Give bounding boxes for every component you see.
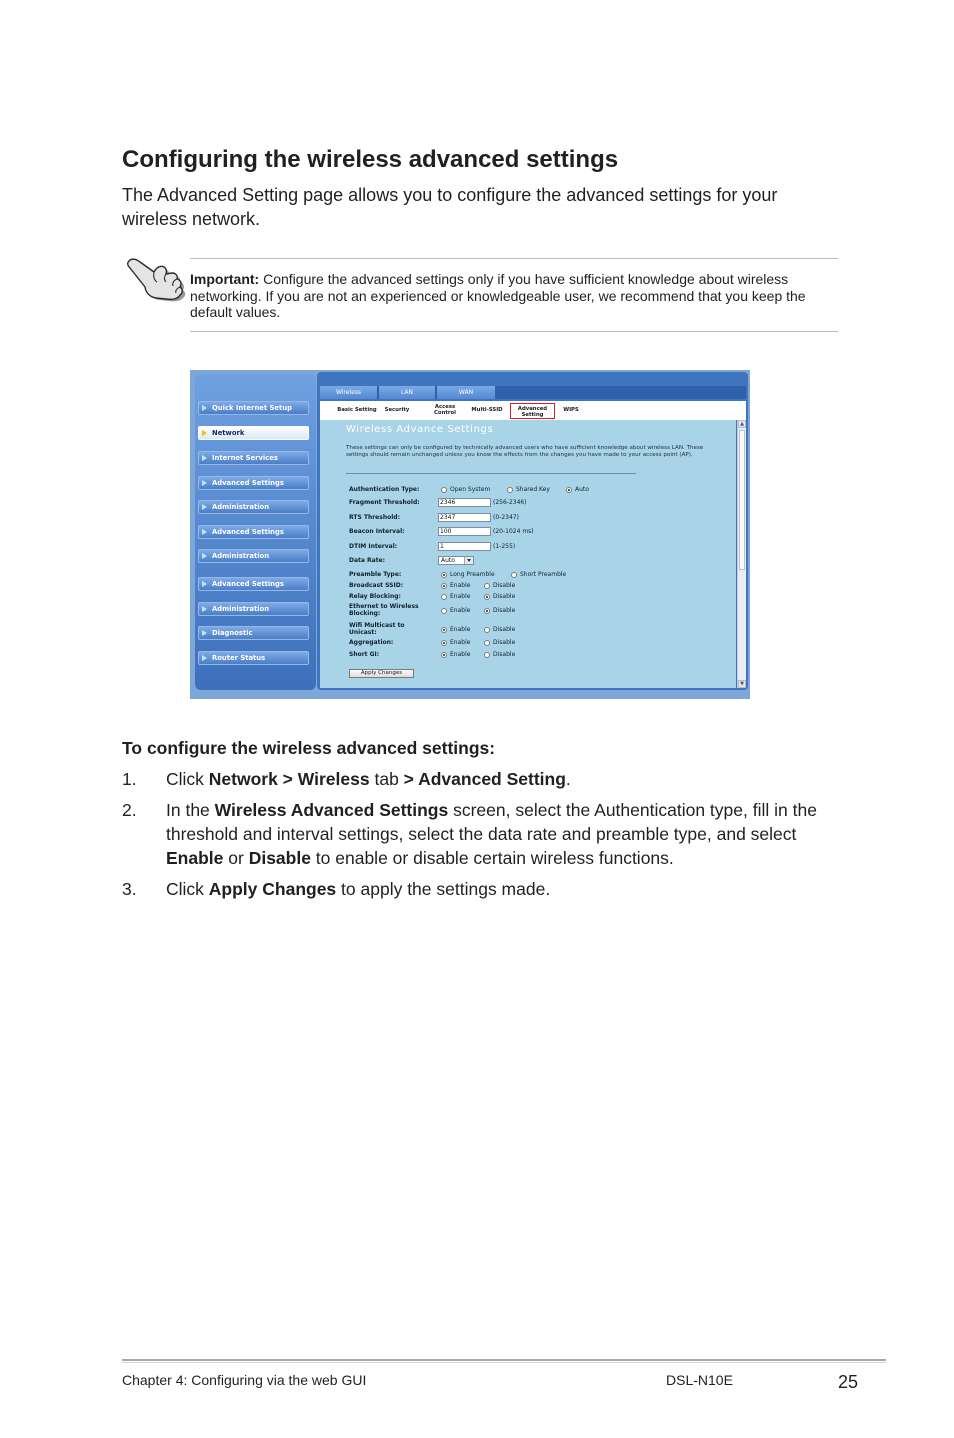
note-label: Important: [190,271,260,287]
fragment-threshold-row [320,499,736,507]
data-rate-select[interactable] [438,556,474,565]
short-gi-row [320,651,736,659]
sidebar-item-router-status[interactable] [198,651,309,665]
arrow-right-icon [202,655,207,661]
option-label: Enable [450,626,471,633]
radio-button[interactable] [441,487,447,493]
sidebar-menu [195,374,316,690]
page-number: 25 [838,1372,859,1392]
tab-wan[interactable]: WAN [437,386,495,399]
chevron-down-icon[interactable] [464,557,473,564]
field-label: RTS Threshold: [349,514,400,521]
step-text-part: or [223,848,249,868]
important-note [190,271,842,321]
option-label: Short Preamble [520,571,567,578]
step-text [166,798,842,870]
field-label: Relay Blocking: [349,593,401,600]
data-rate-row [320,557,736,565]
field-label: Data Rate: [349,557,386,564]
step-text-part: Click [166,769,209,789]
wifi-multicast-to-unicast-row [320,622,736,636]
option-label: Shared Key [516,486,550,493]
step-text-emphasis: Wireless Advanced Settings [214,800,449,820]
settings-content-area [320,420,736,688]
apply-changes-button[interactable]: Apply Changes [349,669,414,678]
select-value: Auto [441,557,455,564]
step-text [166,877,842,901]
radio-enable[interactable] [441,651,470,659]
radio-disable[interactable] [484,582,515,590]
note-bottom-divider [190,331,838,332]
radio-button[interactable] [511,572,517,578]
sidebar-item-label: Diagnostic [212,629,253,637]
scroll-up-icon[interactable]: ▲ [738,420,746,428]
page-heading: Configuring the wireless advanced settings [122,146,619,173]
arrow-right-icon [202,455,207,461]
arrow-right-icon [202,430,207,436]
radio-button[interactable] [484,640,490,646]
sidebar-item-administration[interactable] [198,602,309,616]
sidebar-item-label: Advanced Settings [212,528,284,536]
option-label: Enable [450,582,471,589]
option-label: Disable [493,626,516,633]
step-text-part: In the [166,800,215,820]
option-label: Disable [493,651,516,658]
radio-long-preamble[interactable] [441,571,495,579]
field-label: Preamble Type: [349,571,402,578]
step-text-part: . [565,769,571,789]
sidebar-item-advanced-settings[interactable] [198,577,309,591]
field-label: Fragment Threshold: [349,499,420,506]
radio-disable[interactable] [484,607,515,615]
rts-threshold-row [320,514,736,522]
radio-short-preamble[interactable] [511,571,566,579]
option-label: Disable [493,607,516,614]
subtab-wips[interactable]: WIPS [563,407,579,413]
broadcast-ssid-row [320,582,736,590]
tab-lan[interactable]: LAN [379,386,435,399]
tab-wireless[interactable]: Wireless [320,386,377,399]
step-text-part: tab [369,769,404,789]
range-hint: (0-2347) [493,514,519,521]
step-text-part: Click [166,879,209,899]
option-label: Enable [450,651,471,658]
radio-disable[interactable] [484,651,515,659]
subtab-security[interactable]: Security [384,407,410,413]
radio-button[interactable] [441,594,447,600]
radio-auto[interactable] [566,486,589,494]
router-web-gui-screenshot [190,370,750,699]
radio-button[interactable] [507,487,513,493]
option-label: Open System [450,486,491,493]
sidebar-item-label: Administration [212,552,270,560]
settings-title: Wireless Advance Settings [346,424,494,435]
sidebar-item-label: Internet Services [212,454,278,462]
arrow-right-icon [202,480,207,486]
radio-enable[interactable] [441,639,470,647]
subtab-bar [320,401,746,420]
radio-button[interactable] [566,487,572,493]
option-label: Enable [450,607,471,614]
radio-open-system[interactable] [441,486,490,494]
step-number: 1. [122,769,137,789]
range-hint: (1-255) [493,543,516,550]
footer-chapter: Chapter 4: Configuring via the web GUI [122,1372,367,1388]
radio-disable[interactable] [484,593,515,601]
scroll-thumb[interactable] [739,430,745,570]
preamble-type-row [320,571,736,579]
radio-disable[interactable] [484,639,515,647]
radio-button[interactable] [441,583,447,589]
sidebar-item-administration[interactable] [198,500,309,514]
sidebar-item-label: Quick Internet Setup [212,404,292,412]
sidebar-item-internet-services[interactable] [198,451,309,465]
step-number: 2. [122,800,137,820]
note-top-divider [190,258,838,259]
radio-button[interactable] [484,583,490,589]
range-hint: (256-2346) [493,499,527,506]
arrow-right-icon [202,581,207,587]
step-text-part: to enable or disable certain wireless functions. [310,848,674,868]
field-label: Ethernet to Wireless Blocking: [349,603,419,617]
step-text [166,767,842,791]
subtab-basic-setting[interactable]: Basic Setting [337,407,377,413]
radio-button[interactable] [441,572,447,578]
step-text-emphasis: > Advanced Setting [403,769,566,789]
beacon-interval-input[interactable] [438,527,491,536]
arrow-right-icon [202,529,207,535]
option-label: Disable [493,582,516,589]
arrow-right-icon [202,504,207,510]
radio-enable[interactable] [441,626,470,634]
field-label: Aggregation: [349,639,394,646]
option-label: Disable [493,639,516,646]
arrow-right-icon [202,606,207,612]
step-text-emphasis: Apply Changes [208,879,337,899]
aggregation-row [320,639,736,647]
sidebar-item-advanced-settings[interactable] [198,525,309,539]
step-text-emphasis: Network > Wireless [208,769,370,789]
option-label: Auto [575,486,589,493]
procedure-title: To configure the wireless advanced settings: [122,738,496,758]
radio-enable[interactable] [441,607,470,615]
option-label: Enable [450,639,471,646]
radio-shared-key[interactable] [507,486,550,494]
dtim-interval-row [320,543,736,551]
sidebar-item-label: Advanced Settings [212,580,284,588]
subtab-advanced-setting[interactable]: Advanced Setting [510,403,555,419]
authentication-type-row [320,486,736,494]
step-text-part: to apply the settings made. [336,879,551,899]
divider [346,473,636,474]
radio-enable[interactable] [441,593,470,601]
arrow-right-icon [202,405,207,411]
step-text-part: screen, select the Authentication type, fill in the threshold and interval settings, select the data rate and preamble type, and select [166,800,817,844]
field-label: Beacon Interval: [349,528,405,535]
arrow-right-icon [202,553,207,559]
sidebar-item-diagnostic[interactable] [198,626,309,640]
vertical-scrollbar[interactable] [737,420,746,688]
sidebar-item-label: Advanced Settings [212,479,284,487]
arrow-right-icon [202,630,207,636]
sidebar-item-label: Administration [212,503,270,511]
sidebar-item-administration[interactable] [198,549,309,563]
note-text: Configure the advanced settings only if you have sufficient knowledge about wireless networking. If you are not an experienced or knowledgeable user, we recommend that you keep the default values. [190,271,806,320]
relay-blocking-row [320,593,736,601]
footer-model: DSL-N10E [666,1372,733,1388]
option-label: Long Preamble [450,571,495,578]
radio-button[interactable] [484,627,490,633]
radio-disable[interactable] [484,626,515,634]
field-label: Broadcast SSID: [349,582,404,589]
step-number: 3. [122,879,137,899]
radio-button[interactable] [441,652,447,658]
radio-button[interactable] [484,594,490,600]
option-label: Enable [450,593,471,600]
radio-enable[interactable] [441,582,470,590]
radio-button[interactable] [484,652,490,658]
tab-bar [320,386,746,399]
ethernet-to-wireless-blocking-row [320,603,736,617]
field-label: Wifi Multicast to Unicast: [349,622,405,636]
pointing-hand-icon [126,256,188,302]
scroll-down-icon[interactable]: ▼ [738,680,746,688]
rts-threshold-input[interactable] [438,513,491,522]
footer-divider [122,1359,886,1363]
beacon-interval-row [320,528,736,536]
field-label: Short GI: [349,651,380,658]
subtab-access-control[interactable]: Access Control [434,404,456,416]
sidebar-item-advanced-settings[interactable] [198,476,309,490]
dtim-interval-input[interactable] [438,542,491,551]
field-label: Authentication Type: [349,486,420,493]
sidebar-item-label: Administration [212,605,270,613]
radio-button[interactable] [441,608,447,614]
sidebar-item-label: Router Status [212,654,266,662]
radio-button[interactable] [484,608,490,614]
fragment-threshold-input[interactable] [438,498,491,507]
step-text-emphasis: Disable [248,848,311,868]
step-text-emphasis: Enable [166,848,224,868]
option-label: Disable [493,593,516,600]
intro-paragraph: The Advanced Setting page allows you to configure the advanced settings for your wireless network. [122,185,778,229]
settings-description: These settings can only be configured by technically advanced users who have sufficient knowledge about wireless LAN. These settings should remain unchanged unless you know the effects from the changes you have made to your access point (AP). [346,445,704,458]
field-label: DTIM Interval: [349,543,398,550]
sidebar-item-label: Network [212,429,245,437]
radio-button[interactable] [441,640,447,646]
subtab-multi-ssid[interactable]: Multi-SSID [471,407,503,413]
sidebar-item-network[interactable] [198,426,309,440]
range-hint: (20-1024 ms) [493,528,534,535]
radio-button[interactable] [441,627,447,633]
sidebar-item-quick-internet-setup[interactable] [198,401,309,415]
